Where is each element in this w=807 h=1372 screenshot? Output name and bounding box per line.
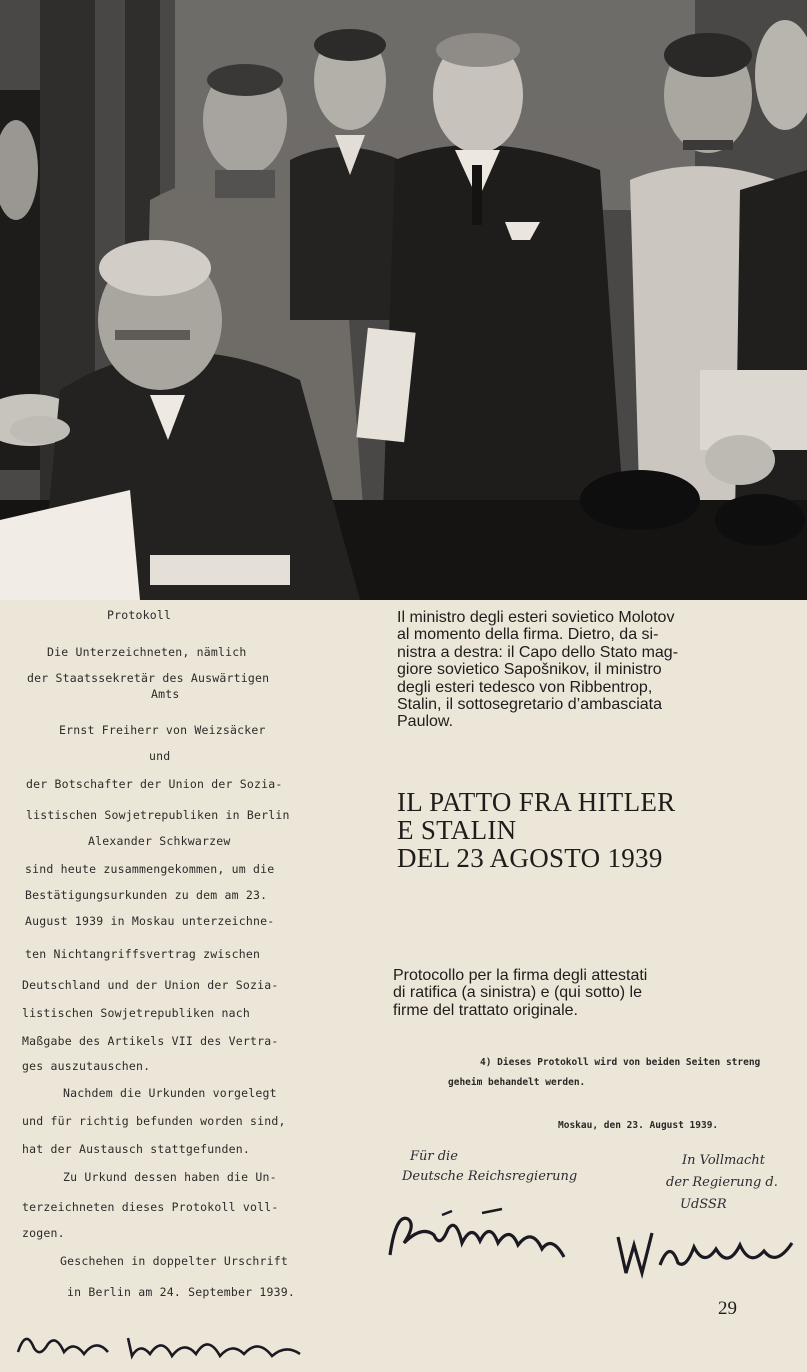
protocol-closing-line: in Berlin am 24. September 1939. bbox=[67, 1285, 295, 1299]
treaty-date: Moskau, den 23. August 1939. bbox=[558, 1120, 719, 1131]
document-caption bbox=[393, 967, 773, 1019]
treaty-clause-line: 4) Dieses Protokoll wird von beiden Seiten streng bbox=[480, 1057, 761, 1068]
treaty-clause-line: geheim behandelt werden. bbox=[448, 1077, 586, 1088]
protocol-line: Nachdem die Urkunden vorgelegt bbox=[63, 1086, 277, 1100]
protocol-line: und für richtig befunden worden sind, bbox=[22, 1114, 286, 1128]
subcaption-line: firme del trattato originale. bbox=[393, 1001, 578, 1019]
caption-line: al momento della firma. Dietro, da si- bbox=[397, 626, 659, 644]
subcaption-line: Protocollo per la firma degli attestati bbox=[393, 967, 648, 984]
protocol-line: ges auszutauschen. bbox=[22, 1059, 151, 1073]
molotov-signature bbox=[612, 1217, 802, 1287]
signing-photograph bbox=[0, 0, 807, 600]
protocol-line: Bestätigungsurkunden zu dem am 23. bbox=[25, 888, 268, 902]
handwritten-note: UdSSR bbox=[680, 1197, 727, 1212]
handwritten-note: In Vollmacht bbox=[682, 1153, 765, 1168]
protocol-line: listischen Sowjetrepubliken nach bbox=[22, 1006, 250, 1020]
headline-line: IL PATTO FRA HITLER bbox=[397, 787, 676, 817]
weizsaecker-signature bbox=[0, 1318, 320, 1372]
protocol-line: Ernst Freiherr von Weizsäcker bbox=[59, 723, 266, 737]
caption-line: Paulow. bbox=[397, 713, 454, 731]
page-number: 29 bbox=[718, 1298, 737, 1319]
protocol-line: Deutschland und der Union der Sozia- bbox=[22, 978, 279, 992]
protocol-line: der Botschafter der Union der Sozia- bbox=[26, 777, 283, 791]
caption-line: giore sovietico Sapošnikov, il ministro bbox=[397, 661, 662, 679]
protocol-line: und bbox=[149, 749, 171, 763]
protocol-line: Die Unterzeichneten, nämlich bbox=[47, 645, 247, 659]
protocol-line: Amts bbox=[151, 687, 180, 701]
caption-line: Il ministro degli esteri sovietico Molotov bbox=[397, 609, 675, 626]
headline-line: E STALIN bbox=[397, 815, 517, 845]
protocol-line: Zu Urkund dessen haben die Un- bbox=[63, 1170, 277, 1184]
protocol-line: sind heute zusammengekommen, um die bbox=[25, 862, 275, 876]
protocol-title: Protokoll bbox=[107, 608, 172, 622]
treaty-signature-excerpt bbox=[380, 1045, 807, 1295]
signing-photo-drawing bbox=[0, 0, 807, 600]
caption-line: Stalin, il sottosegretario d’ambasciata bbox=[397, 696, 663, 714]
protocol-line: listischen Sowjetrepubliken in Berlin bbox=[26, 808, 290, 822]
protocol-line: Geschehen in doppelter Urschrift bbox=[60, 1254, 288, 1268]
handwritten-note: der Regierung d. bbox=[666, 1175, 778, 1190]
ribbentrop-signature bbox=[382, 1205, 572, 1275]
protocol-line: Maßgabe des Artikels VII des Vertra- bbox=[22, 1034, 279, 1048]
caption-line: nistra a destra: il Capo dello Stato mag- bbox=[397, 643, 679, 661]
subcaption-line: di ratifica (a sinistra) e (qui sotto) le bbox=[393, 984, 642, 1002]
protocol-document bbox=[0, 600, 375, 1300]
protocol-line: der Staatssekretär des Auswärtigen bbox=[27, 671, 270, 685]
protocol-line: zogen. bbox=[22, 1226, 65, 1240]
handwritten-note: Für die bbox=[410, 1149, 458, 1164]
protocol-line: hat der Austausch stattgefunden. bbox=[22, 1142, 250, 1156]
headline-line: DEL 23 AGOSTO 1939 bbox=[397, 843, 663, 873]
protocol-line: August 1939 in Moskau unterzeichne- bbox=[25, 914, 275, 928]
caption-line: degli esteri tedesco von Ribbentrop, bbox=[397, 678, 653, 696]
protocol-line: Alexander Schkwarzew bbox=[88, 834, 231, 848]
protocol-line: terzeichneten dieses Protokoll voll- bbox=[22, 1200, 279, 1214]
page-title bbox=[397, 788, 797, 872]
photo-caption bbox=[397, 609, 772, 731]
protocol-line: ten Nichtangriffsvertrag zwischen bbox=[25, 947, 261, 961]
handwritten-note: Deutsche Reichsregierung bbox=[402, 1169, 578, 1184]
